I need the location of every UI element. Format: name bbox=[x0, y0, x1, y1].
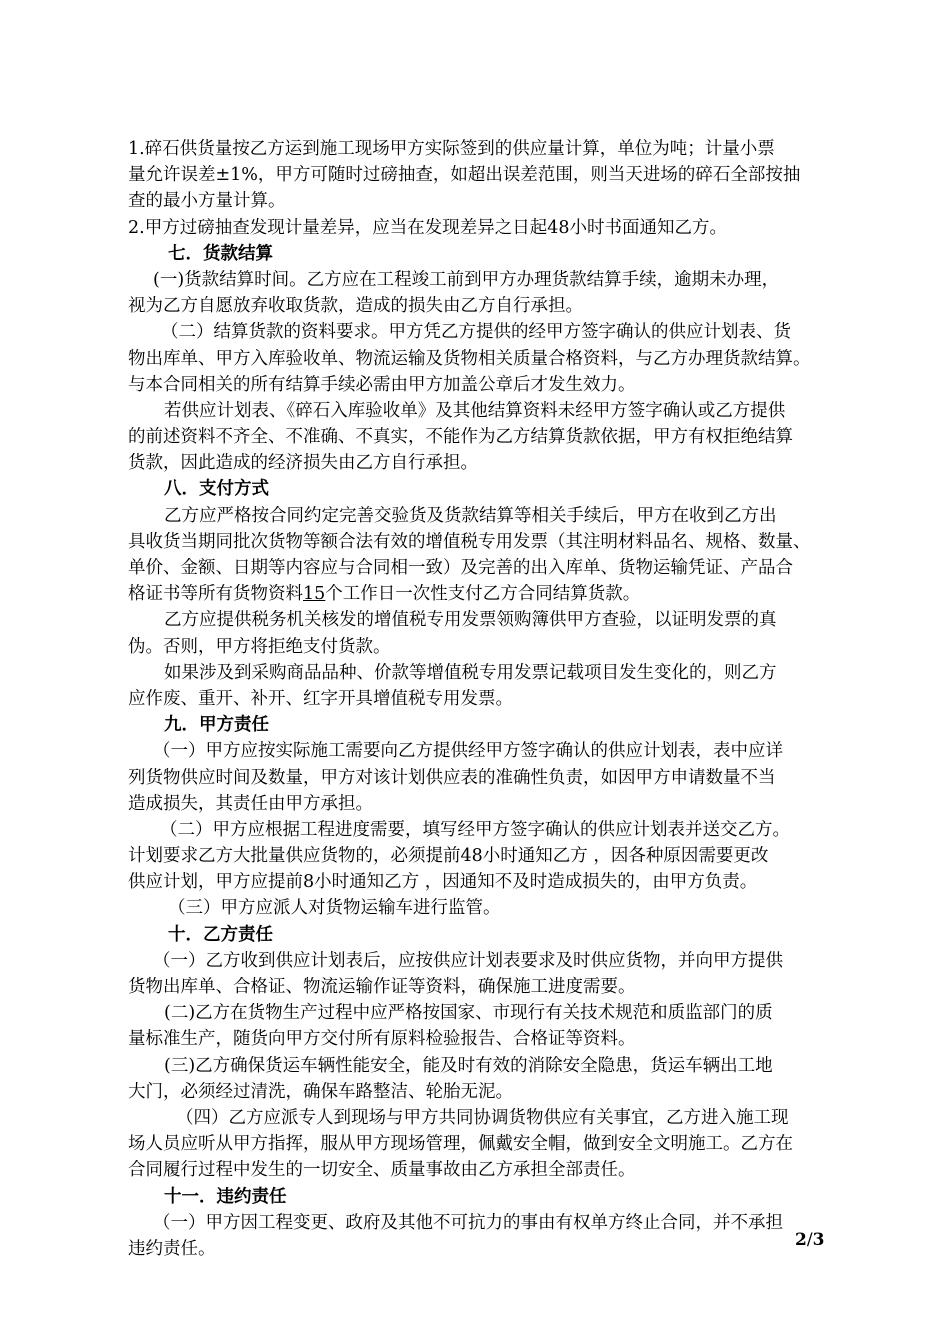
paragraph-line: 合同履行过程中发生的一切安全、质量事故由乙方承担全部责任。 bbox=[128, 1160, 636, 1181]
paragraph-line: （四）乙方应派专人到现场与甲方共同协调货物供应有关事宜，乙方进入施工现 bbox=[176, 1107, 789, 1128]
paragraph-line: 计划要求乙方大批量供应货物的，必须提前48小时通知乙方 ，因各种原因需要更改 bbox=[128, 846, 769, 867]
page-total: 3 bbox=[812, 1230, 825, 1250]
paragraph-line: （一）甲方应按实际施工需要向乙方提供经甲方签字确认的供应计划表，表中应详 bbox=[153, 741, 783, 762]
page-separator: / bbox=[806, 1230, 813, 1250]
paragraph-line: （一）乙方收到供应计划表后，应按供应计划表要求及时供应货物，并向甲方提供 bbox=[153, 950, 783, 971]
paragraph-line: （二）结算货款的资料要求。甲方凭乙方提供的经甲方签字确认的供应计划表、货 bbox=[161, 322, 791, 343]
paragraph-line: 量允许误差±1%，甲方可随时过磅抽查，如超出误差范围，则当天进场的碎石全部按抽 bbox=[128, 165, 801, 186]
paragraph-line: 伪。否则，甲方将拒绝支付货款。 bbox=[128, 636, 391, 657]
paragraph-line: 量标准生产，随货向甲方交付所有原料检验报告、合格证等资料。 bbox=[128, 1029, 636, 1050]
paragraph-line: 如果涉及到采购商品品种、价款等增值税专用发票记载项目发生变化的，则乙方 bbox=[164, 662, 777, 683]
line-text: 格证书等所有货物资料 bbox=[128, 584, 303, 605]
paragraph-line: (一)货款结算时间。乙方应在工程竣工前到甲方办理货款结算手续，逾期未办理， bbox=[153, 269, 780, 290]
paragraph-line: 若供应计划表、《碎石入库验收单》及其他结算资料未经甲方签字确认或乙方提供 bbox=[164, 400, 786, 421]
section-heading: 九．甲方责任 bbox=[164, 715, 269, 736]
paragraph-line: 乙方应提供税务机关核发的增值税专用发票领购簿供甲方查验，以证明发票的真 bbox=[164, 610, 777, 631]
paragraph-line: 造成损失，其责任由甲方承担。 bbox=[128, 793, 373, 814]
page-current: 2 bbox=[795, 1230, 807, 1250]
paragraph-line: （一）甲方因工程变更、政府及其他不可抗力的事由有权单方终止合同，并不承担 bbox=[153, 1212, 783, 1233]
underlined-days: 15 bbox=[303, 584, 326, 605]
paragraph-line: 列货物供应时间及数量，甲方对该计划供应表的准确性负责，如因甲方申请数量不当 bbox=[128, 767, 776, 788]
paragraph-line: 大门，必须经过清洗，确保车路整洁、轮胎无泥。 bbox=[128, 1081, 513, 1102]
paragraph-line: 物出库单、甲方入库验收单、物流运输及货物相关质量合格资料，与乙方办理货款结算。 bbox=[128, 348, 811, 369]
paragraph-line: 的前述资料不齐全、不准确、不真实，不能作为乙方结算货款依据，甲方有权拒绝结算 bbox=[128, 427, 793, 448]
paragraph-line: 视为乙方自愿放弃收取货款，造成的损失由乙方自行承担。 bbox=[128, 296, 583, 317]
paragraph-line: 应作废、重开、补开、红字开具增值税专用发票。 bbox=[128, 688, 513, 709]
paragraph-line: 2.甲方过磅抽查发现计量差异，应当在发现差异之日起48小时书面通知乙方。 bbox=[128, 217, 727, 238]
page-number bbox=[795, 1230, 824, 1250]
section-heading: 十一．违约责任 bbox=[164, 1186, 287, 1207]
paragraph-line: 1.碎石供货量按乙方运到施工现场甲方实际签到的供应量计算，单位为吨；计量小票 bbox=[128, 139, 775, 159]
paragraph-line: 货物出库单、合格证、物流运输作证等资料，确保施工进度需要。 bbox=[128, 977, 636, 997]
paragraph-line: 具收货当期同批次货物等额合法有效的增值税专用发票（其注明材料品名、规格、数量、 bbox=[128, 531, 811, 552]
paragraph-line: (三)乙方确保货运车辆性能安全，能及时有效的消除安全隐患，货运车辆出工地 bbox=[164, 1055, 773, 1076]
paragraph-line: （三）甲方应派人对货物运输车进行监管。 bbox=[168, 898, 501, 919]
paragraph-line: 供应计划，甲方应提前8小时通知乙方 ，因通知不及时造成损失的，由甲方负责。 bbox=[128, 872, 758, 893]
section-heading: 七．货款结算 bbox=[168, 243, 273, 264]
paragraph-line: 场人员应听从甲方指挥，服从甲方现场管理，佩戴安全帽，做到安全文明施工。乙方在 bbox=[128, 1134, 793, 1155]
paragraph-line: 单价、金额、日期等内容应与合同相一致）及完善的出入库单、货物运输凭证、产品合 bbox=[128, 558, 793, 578]
paragraph-line: 违约责任。 bbox=[128, 1238, 216, 1259]
paragraph-line: 查的最小方量计算。 bbox=[128, 191, 286, 212]
paragraph-line: 货款，因此造成的经济损失由乙方自行承担。 bbox=[128, 453, 478, 474]
section-heading: 八．支付方式 bbox=[164, 479, 269, 500]
line-text: 个工作日一次性支付乙方合同结算货款。 bbox=[325, 584, 641, 605]
document-body bbox=[128, 136, 834, 1262]
paragraph-line: （二）甲方应根据工程进度需要，填写经甲方签字确认的供应计划表并送交乙方。 bbox=[160, 819, 790, 840]
paragraph-line: (二)乙方在货物生产过程中应严格按国家、市现行有关技术规范和质监部门的质 bbox=[164, 1003, 773, 1024]
paragraph-line: 与本合同相关的所有结算手续必需由甲方加盖公章后才发生效力。 bbox=[128, 374, 636, 395]
paragraph-line bbox=[128, 581, 834, 607]
section-heading: 十．乙方责任 bbox=[168, 924, 273, 945]
paragraph-line: 乙方应严格按合同约定完善交验货及货款结算等相关手续后，甲方在收到乙方出 bbox=[164, 505, 777, 526]
